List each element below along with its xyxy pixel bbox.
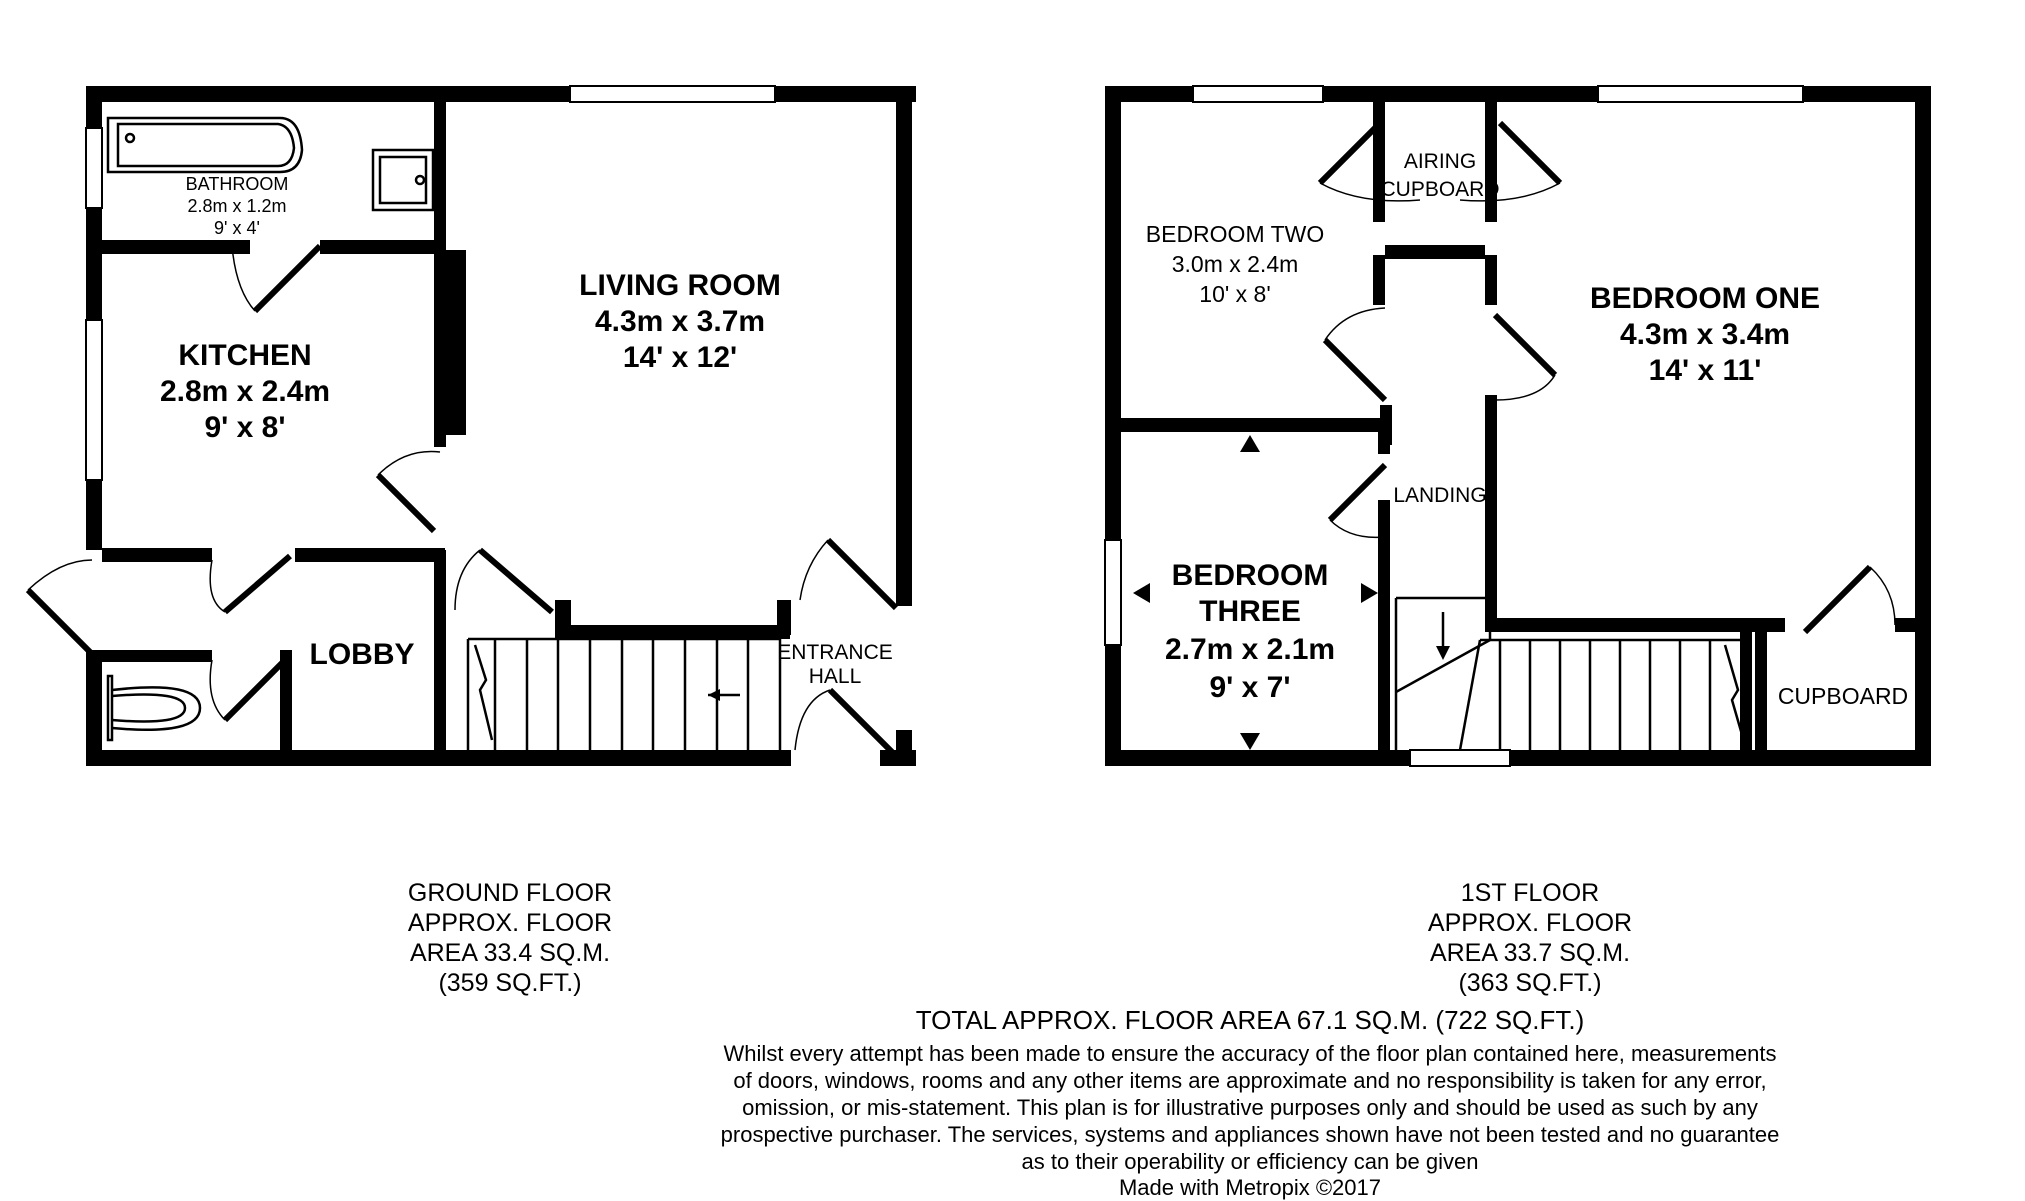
disclaimer-line: prospective purchaser. The services, systems and appliances shown have not been tested and no guarantee: [720, 1122, 1780, 1147]
ground-floor-plan: [28, 86, 916, 766]
total-floor-area: TOTAL APPROX. FLOOR AREA 67.1 SQ.M. (722 SQ.FT.): [915, 1005, 1585, 1035]
bedroom-one-imperial: 14' x 11': [1648, 354, 1762, 387]
airing-cupboard-line2: CUPBOARD: [1380, 178, 1500, 201]
summary-line: 1ST FLOOR: [1460, 879, 1600, 907]
bedroom-one-name: BEDROOM ONE: [1589, 282, 1821, 315]
metropix-credit: Made with Metropix ©2017: [1118, 1175, 1381, 1200]
bedroom-one-metric: 4.3m x 3.4m: [1619, 318, 1791, 351]
summary-line: (359 SQ.FT.): [438, 969, 582, 997]
summary-line: AREA 33.4 SQ.M.: [409, 939, 611, 967]
disclaimer-line: Whilst every attempt has been made to ensure the accuracy of the floor plan contained here, measurements: [723, 1041, 1777, 1066]
bathroom-metric: 2.8m x 1.2m: [187, 196, 287, 216]
summary-line: GROUND FLOOR: [407, 879, 613, 907]
bedroom-two-imperial: 10' x 8': [1199, 281, 1271, 307]
disclaimer: [640, 1040, 1860, 1175]
bedroom-three-line2: THREE: [1199, 595, 1301, 628]
ground-floor-area-summary: [330, 878, 690, 998]
airing-cupboard-line1: AIRING: [1403, 150, 1477, 173]
living-room-imperial: 14' x 12': [622, 341, 738, 374]
first-floor-plan: [1105, 86, 1931, 766]
bedroom-two-name: BEDROOM TWO: [1145, 221, 1325, 247]
bedroom-three-line1: BEDROOM: [1171, 559, 1329, 592]
bathroom-imperial: 9' x 4': [214, 218, 260, 238]
landing-name: LANDING: [1393, 484, 1487, 507]
disclaimer-line: omission, or mis-statement. This plan is for illustrative purposes only and should be used as such by any: [742, 1095, 1758, 1120]
living-room-name: LIVING ROOM: [579, 269, 781, 302]
kitchen-metric: 2.8m x 2.4m: [159, 375, 331, 408]
bedroom-two-metric: 3.0m x 2.4m: [1171, 251, 1299, 277]
disclaimer-line: of doors, windows, rooms and any other items are approximate and no responsibility is taken for any error,: [733, 1068, 1767, 1093]
disclaimer-line: as to their operability or efficiency can be given: [1021, 1149, 1479, 1174]
summary-line: APPROX. FLOOR: [1427, 909, 1633, 937]
summary-line: AREA 33.7 SQ.M.: [1429, 939, 1631, 967]
ground-floor-stairs: [468, 639, 780, 750]
lobby-name: LOBBY: [309, 638, 415, 671]
summary-line: (363 SQ.FT.): [1458, 969, 1602, 997]
bedroom-three-metric: 2.7m x 2.1m: [1164, 633, 1336, 666]
kitchen-name: KITCHEN: [178, 339, 312, 372]
cupboard-name: CUPBOARD: [1777, 683, 1909, 709]
bedroom-three-imperial: 9' x 7': [1209, 671, 1291, 704]
bathroom-name: BATHROOM: [185, 174, 289, 194]
entrance-hall-line2: HALL: [808, 665, 862, 688]
kitchen-imperial: 9' x 8': [204, 411, 286, 444]
summary-line: APPROX. FLOOR: [407, 909, 613, 937]
first-floor-area-summary: [1350, 878, 1710, 998]
entrance-hall-line1: ENTRANCE: [777, 641, 893, 664]
living-room-metric: 4.3m x 3.7m: [594, 305, 766, 338]
